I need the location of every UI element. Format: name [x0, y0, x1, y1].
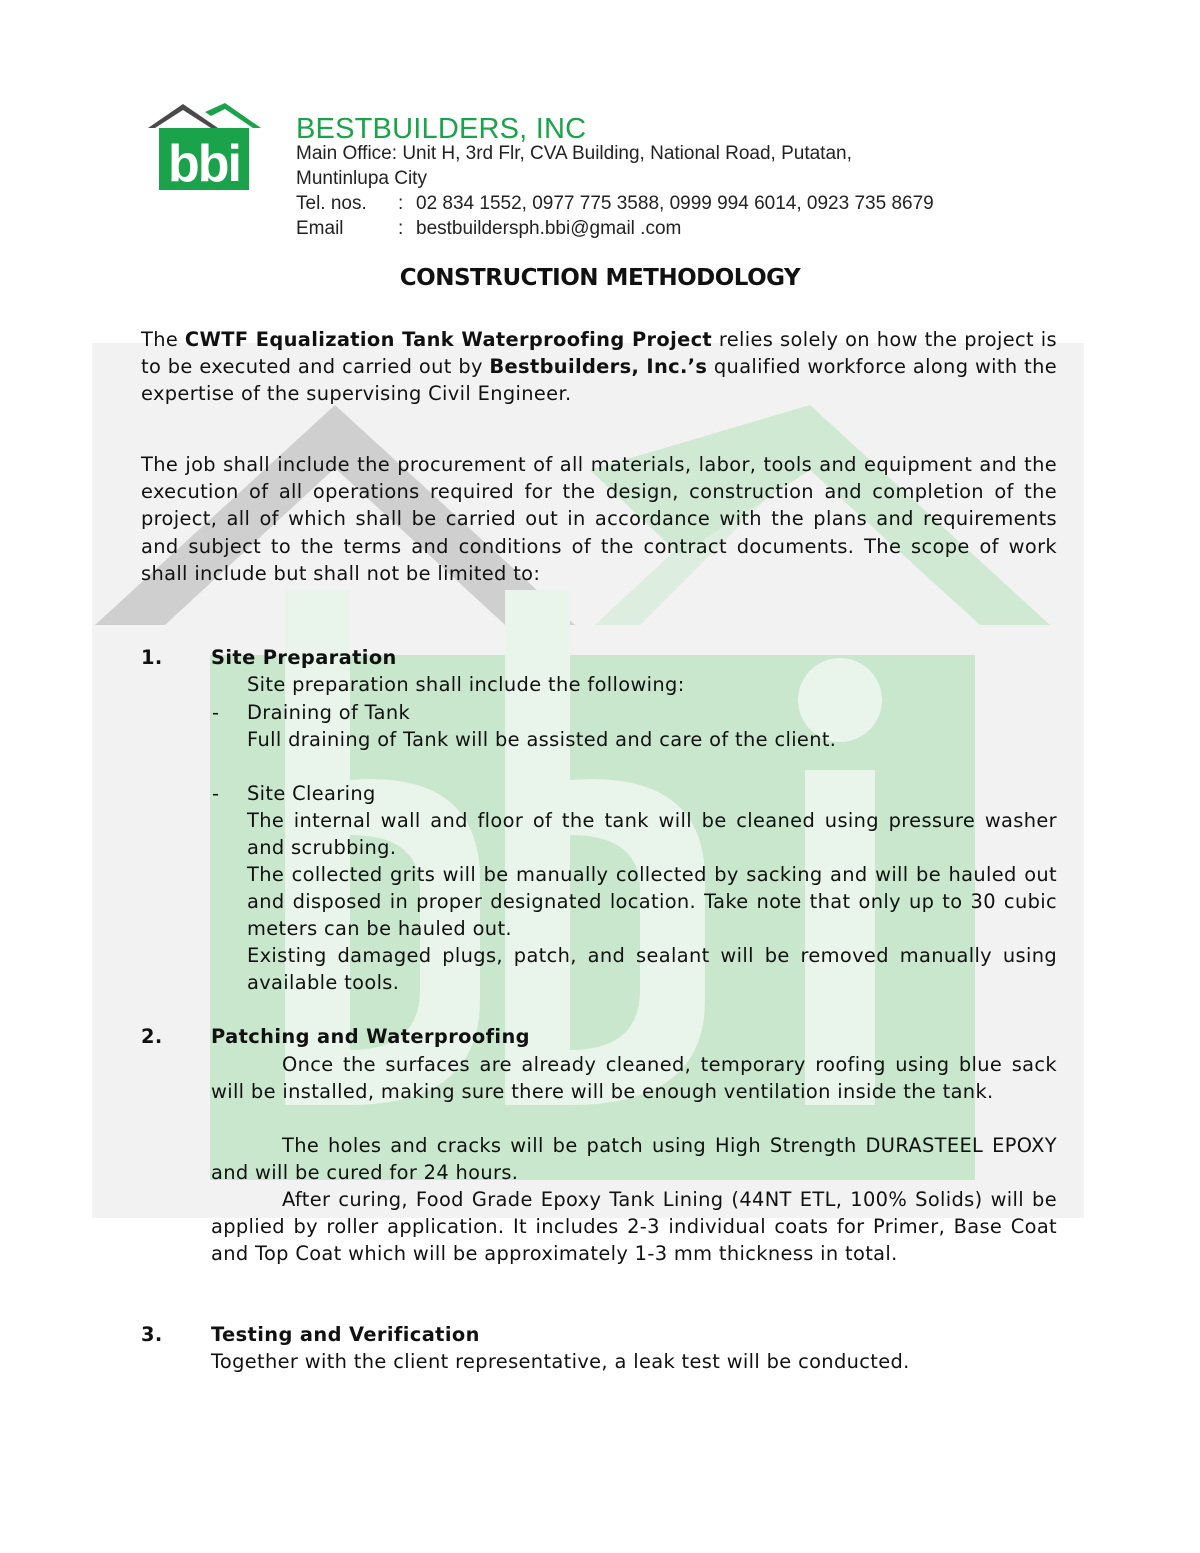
section-3-heading: Testing and Verification — [211, 1323, 480, 1346]
tel-label: Tel. nos. — [296, 193, 367, 214]
section-1-number: 1. — [141, 646, 163, 669]
section-2-heading: Patching and Waterproofing — [211, 1025, 530, 1048]
item-clearing-text-2: The collected grits will be manually collected by sacking and will be hauled out and disposed in proper designated location. Take note that only up to 30 cubic meters can be hauled out. — [247, 863, 1057, 941]
tel-separator: : — [398, 193, 404, 214]
project-name: CWTF Equalization Tank Waterproofing Project — [184, 328, 713, 351]
section-2-paragraph-1: Once the surfaces are already cleaned, temporary roofing using blue sack will be installed, making sure there will be enough ventilation inside the tank. — [211, 1053, 1057, 1104]
company-possessive: Bestbuilders, Inc.’s — [489, 355, 708, 379]
email-label: Email — [296, 218, 344, 239]
item-clearing-text-1: The internal wall and floor of the tank will be cleaned using pressure washer and scrubbing. — [247, 809, 1057, 860]
section-2-paragraph-3: After curing, Food Grade Epoxy Tank Lining (44NT ETL, 100% Solids) will be applied by roller application. It includes 2-3 individual coats for Primer, Base Coat and Top Coat which will be approximately 1-3 mm thickness in total. — [211, 1188, 1057, 1266]
address-value: Unit H, 3rd Flr, CVA Building, National Road, Putatan, — [402, 143, 852, 164]
intro-paragraph-1 — [141, 326, 1057, 408]
address-line-2: Muntinlupa City — [296, 168, 427, 189]
item-draining-title: Draining of Tank — [247, 701, 411, 724]
bullet-dash: - — [212, 782, 219, 805]
page-title: CONSTRUCTION METHODOLOGY — [399, 265, 801, 291]
logo-text: bbi — [168, 135, 240, 193]
tel-value: 02 834 1552, 0977 775 3588, 0999 994 6014, 0923 735 8679 — [416, 193, 934, 214]
company-logo — [143, 98, 267, 194]
item-clearing-text-3: Existing damaged plugs, patch, and sealant will be removed manually using available tools. — [247, 944, 1057, 995]
intro-text-3: qualified workforce along with the expertise of the supervising Civil Engineer. — [141, 355, 1057, 406]
section-2-number: 2. — [141, 1025, 163, 1048]
section-1-heading: Site Preparation — [211, 646, 397, 669]
section-3-number: 3. — [141, 1323, 163, 1346]
email-line — [296, 216, 934, 241]
item-clearing-title: Site Clearing — [247, 782, 376, 805]
bullet-dash: - — [212, 701, 219, 724]
company-name: BESTBUILDERS, INC — [296, 113, 587, 145]
company-header — [296, 112, 934, 241]
intro-text-1: The — [141, 328, 185, 351]
section-1-intro: Site preparation shall include the following: — [247, 673, 685, 696]
intro-text-2: relies solely on how the project is to be executed and carried out by — [141, 328, 1057, 379]
intro-paragraph-2: The job shall include the procurement of all materials, labor, tools and equipment and the execution of all operations required for the design, construction and completion of the project, all of which shall be carried out in accordance with the plans and requirements and subject to the terms and conditions of the contract documents. The scope of work shall include but shall not be limited to: — [141, 453, 1057, 585]
section-3-text: Together with the client representative, a leak test will be conducted. — [211, 1350, 910, 1373]
email-separator: : — [398, 218, 404, 239]
address-label: Main Office: — [296, 143, 398, 164]
section-2-paragraph-2: The holes and cracks will be patch using High Strength DURASTEEL EPOXY and will be cured for 24 hours. — [211, 1134, 1057, 1185]
tel-line — [296, 191, 934, 216]
item-draining-text: Full draining of Tank will be assisted and care of the client. — [247, 728, 837, 751]
address-line-1 — [296, 141, 934, 166]
email-value: bestbuildersph.bbi@gmail .com — [416, 218, 682, 239]
